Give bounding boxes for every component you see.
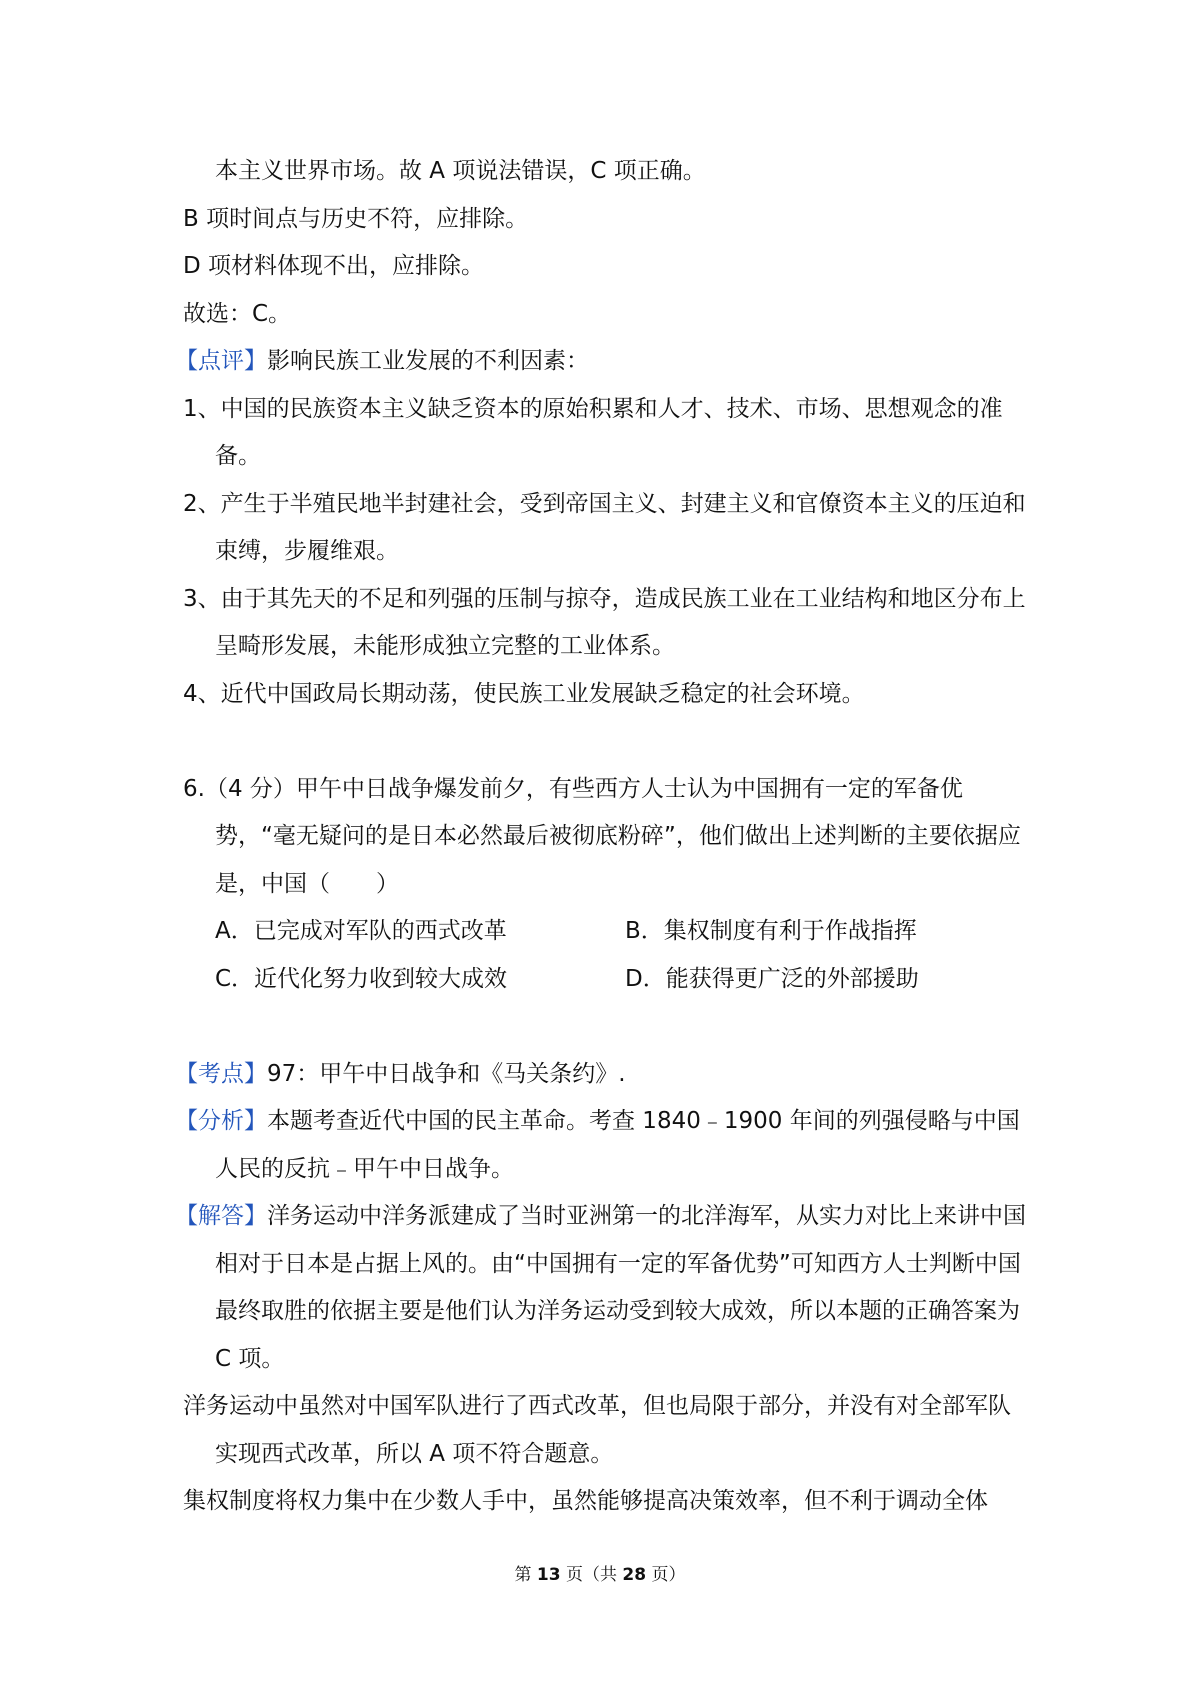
review-text: 影响民族工业发展的不利因素： [267, 348, 589, 374]
option-d: D．能获得更广泛的外部援助 [625, 965, 919, 992]
footer-middle: 页（共 [566, 1565, 617, 1585]
page-footer [0, 1560, 1200, 1585]
fenxi-text: 本题考查近代中国的民主革命。考查 1840﹣1900 年间的列强侵略与中国人民的反抗﹣甲午中日战争。 [215, 1108, 1020, 1182]
text-line: 本主义世界市场。故 A 项说法错误，C 项正确。 [215, 158, 706, 184]
page-number: 13 [536, 1565, 561, 1585]
footer-suffix: 页） [651, 1565, 686, 1585]
jieda-text: 洋务运动中洋务派建成了当时亚洲第一的北洋海军，从实力对比上来讲中国相对于日本是占据上风的。由“中国拥有一定的军备优势”可知西方人士判断中国最终取胜的依据主要是他们认为洋务运动受到较大成效，所以本题的正确答案为 C 项。 [215, 1203, 1026, 1372]
page-body [175, 148, 1033, 1526]
spacer [183, 1003, 1033, 1051]
kaodian-text: 97：甲午中日战争和《马关条约》. [267, 1060, 626, 1087]
option-b: B．集权制度有利于作战指挥 [625, 918, 917, 944]
question-stem: 6.（4 分）甲午中日战争爆发前夕，有些西方人士认为中国拥有一定的军备优势，“毫无疑问的是日本必然最后被彻底粉碎”，他们做出上述判断的主要依据应是，中国（ ） [183, 775, 1021, 897]
fenxi-paragraph [175, 1098, 1033, 1193]
explanation-paragraph: 集权制度将权力集中在少数人手中，虽然能够提高决策效率，但不利于调动全体 [183, 1488, 988, 1514]
list-item: 3、由于其先天的不足和列强的压制与掠夺，造成民族工业在工业结构和地区分布上呈畸形发展，未能形成独立完整的工业体系。 [183, 585, 1026, 659]
review-paragraph [175, 338, 1033, 386]
text-line: D 项材料体现不出，应排除。 [183, 253, 485, 279]
text-line: 故选：C。 [183, 300, 292, 327]
page-total: 28 [622, 1565, 647, 1585]
list-item: 2、产生于半殖民地半封建社会，受到帝国主义、封建主义和官僚资本主义的压迫和束缚，步履维艰。 [183, 490, 1026, 564]
jieda-paragraph [175, 1193, 1033, 1383]
review-tag: 【点评】 [175, 348, 267, 374]
option-a: A．已完成对军队的西式改革 [215, 918, 507, 944]
kaodian-tag: 【考点】 [175, 1060, 267, 1087]
explanation-paragraph: 洋务运动中虽然对中国军队进行了西式改革，但也局限于部分，并没有对全部军队实现西式改革，所以 A 项不符合题意。 [183, 1393, 1011, 1467]
kaodian-paragraph [175, 1051, 1033, 1099]
list-item: 1、中国的民族资本主义缺乏资本的原始积累和人才、技术、市场、思想观念的准备。 [183, 395, 1003, 469]
option-c: C．近代化努力收到较大成效 [215, 965, 508, 992]
spacer [183, 718, 1033, 766]
list-item: 4、近代中国政局长期动荡，使民族工业发展缺乏稳定的社会环境。 [183, 680, 865, 707]
footer-prefix: 第 [514, 1565, 532, 1585]
jieda-tag: 【解答】 [175, 1203, 267, 1229]
fenxi-tag: 【分析】 [175, 1108, 267, 1134]
question-options [183, 908, 1033, 1003]
text-line: B 项时间点与历史不符，应排除。 [183, 205, 529, 232]
